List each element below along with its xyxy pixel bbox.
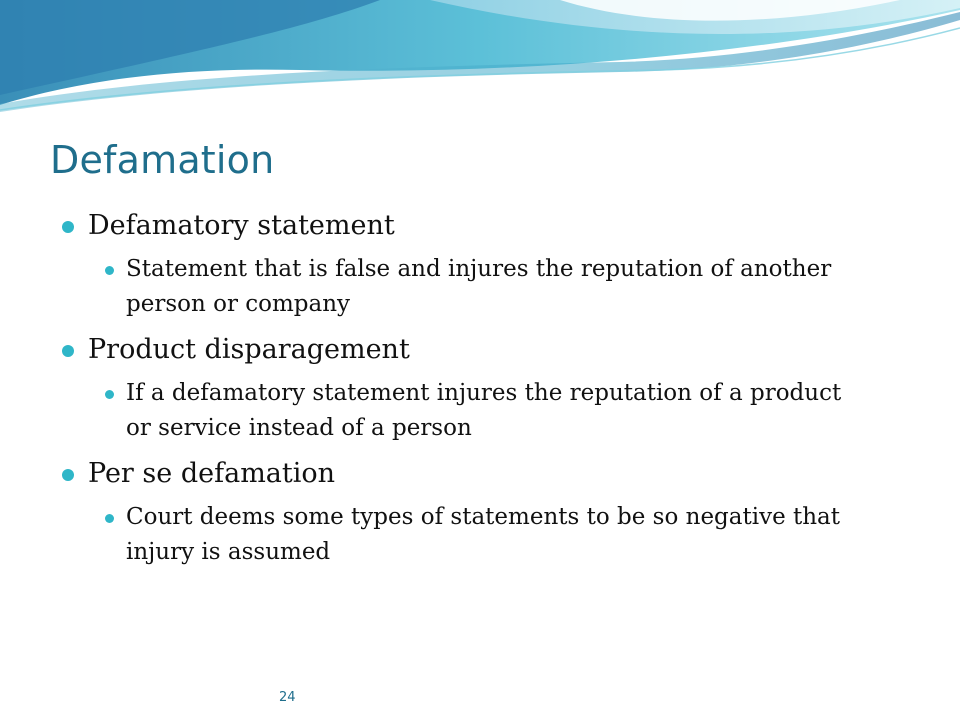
bullet-item <box>88 204 960 322</box>
bullet-icon <box>62 345 74 357</box>
sub-bullet-list <box>88 252 960 322</box>
bullet-icon <box>62 469 74 481</box>
sub-bullet-item <box>126 252 866 322</box>
slide-title: Defamation <box>50 138 275 182</box>
sub-bullet-icon <box>105 266 114 275</box>
bullet-item <box>88 452 960 570</box>
sub-bullet-text: Court deems some types of statements to be so negative that injury is assumed <box>126 504 841 565</box>
sub-bullet-item <box>126 376 866 446</box>
bullet-item <box>88 328 960 446</box>
header-wave-decoration <box>0 0 960 120</box>
sub-bullet-item <box>126 500 866 570</box>
sub-bullet-icon <box>105 514 114 523</box>
bullet-text: Defamatory statement <box>88 210 395 241</box>
sub-bullet-list <box>88 376 960 446</box>
sub-bullet-text: Statement that is false and injures the reputation of another person or company <box>126 256 832 317</box>
bullet-icon <box>62 221 74 233</box>
page-number: 24 <box>279 690 296 705</box>
sub-bullet-text: If a defamatory statement injures the reputation of a product or service instead of a person <box>126 380 842 441</box>
sub-bullet-icon <box>105 390 114 399</box>
bullet-list <box>0 204 960 570</box>
sub-bullet-list <box>88 500 960 570</box>
bullet-text: Per se defamation <box>88 458 336 489</box>
bullet-text: Product disparagement <box>88 334 410 365</box>
